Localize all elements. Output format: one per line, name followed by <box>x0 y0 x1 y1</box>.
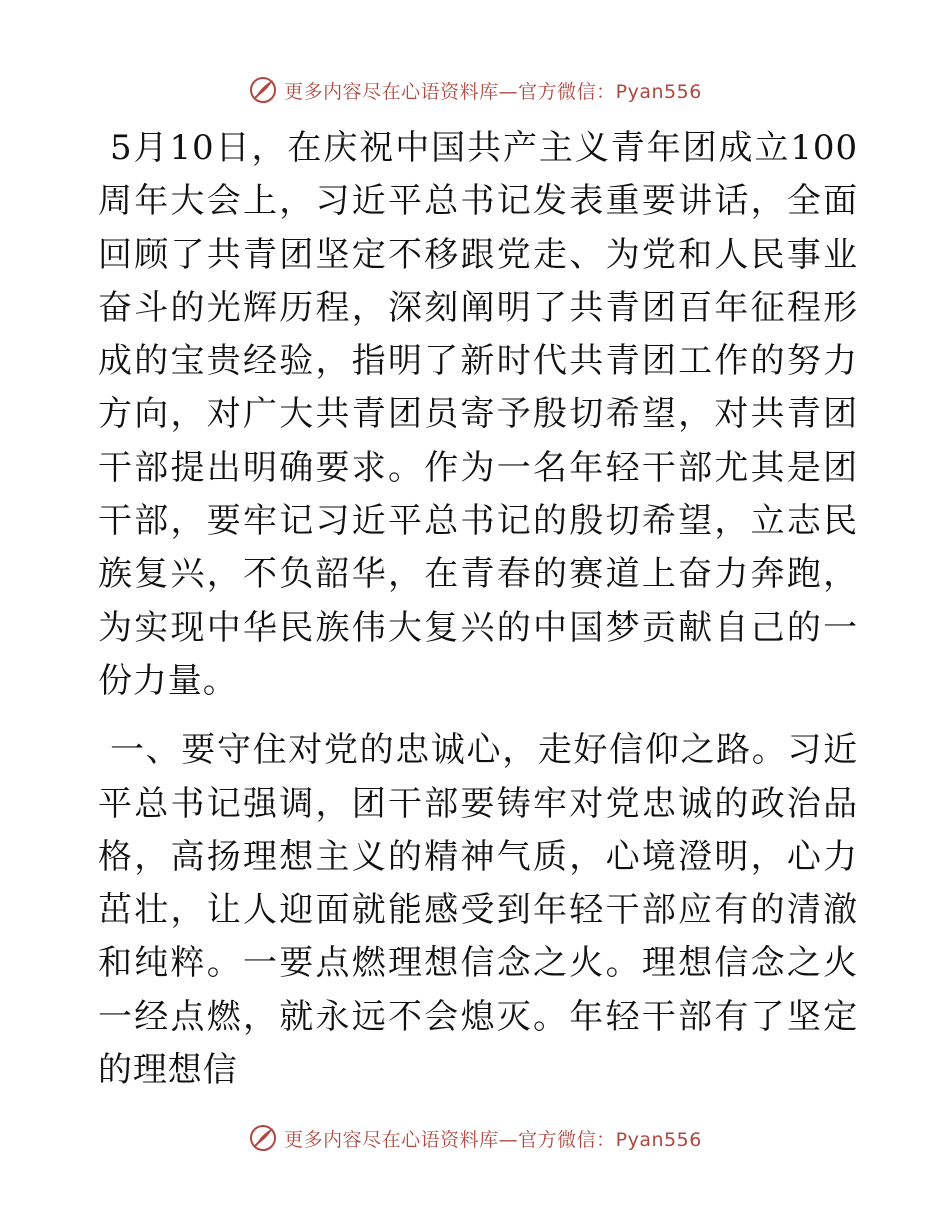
paragraph-intro: 5月10日，在庆祝中国共产主义青年团成立100周年大会上，习近平总书记发表重要讲话，全面回顾了共青团坚定不移跟党走、为党和人民事业奋斗的光辉历程，深刻阐明了共青团百年征程形成的宝贵经验，指明了新时代共青团工作的努力方向，对广大共青团员寄予殷切希望，对共青团干部提出明确要求。作为一名年轻干部尤其是团干部，要牢记习近平总书记的殷切希望，立志民族复兴，不负韶华，在青春的赛道上奋力奔跑，为实现中华民族伟大复兴的中国梦贡献自己的一份力量。 <box>98 128 858 701</box>
footer-watermark <box>0 1118 950 1158</box>
footer-watermark-text: 更多内容尽在心语资料库—官方微信：Pyan556 <box>284 1128 702 1151</box>
quill-logo-icon <box>248 1123 278 1153</box>
document-body <box>98 122 858 1097</box>
paragraph-section-one: 一、要守住对党的忠诚心，走好信仰之路。习近平总书记强调，团干部要铸牢对党忠诚的政治品格，高扬理想主义的精神气质，心境澄明，心力茁壮，让人迎面就能感受到年轻干部应有的清澈和纯粹。一要点燃理想信念之火。理想信念之火一经点燃，就永远不会熄灭。年轻干部有了坚定的理想信 <box>98 730 858 1091</box>
header-watermark-text: 更多内容尽在心语资料库—官方微信：Pyan556 <box>284 80 702 103</box>
header-watermark <box>0 70 950 110</box>
quill-logo-icon <box>248 75 278 105</box>
